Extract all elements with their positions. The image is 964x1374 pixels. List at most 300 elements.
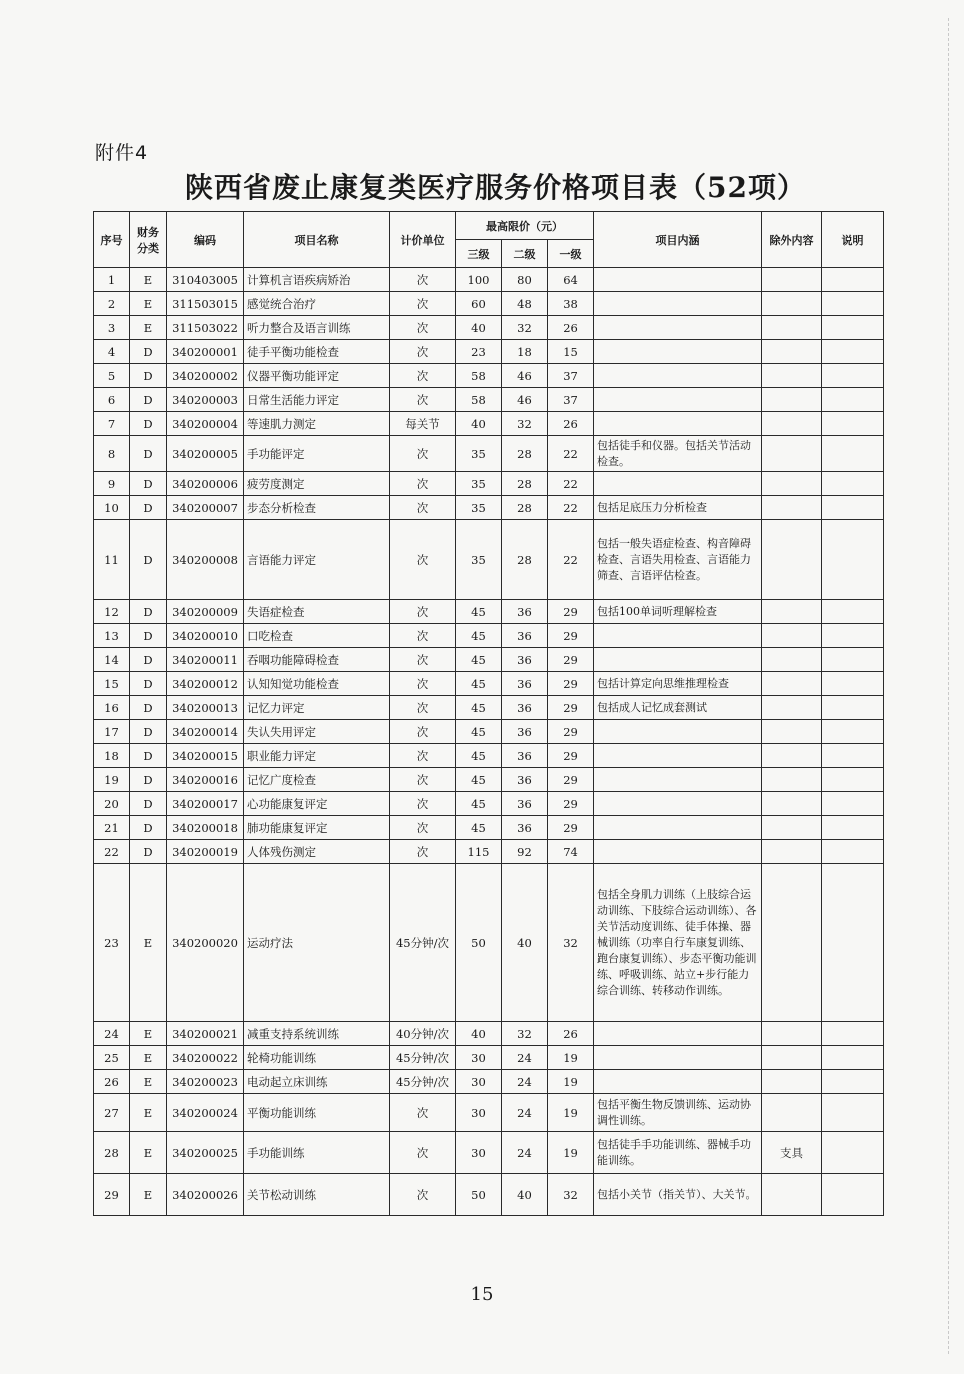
cell-exclusion bbox=[762, 496, 822, 520]
cell-category: D bbox=[130, 624, 167, 648]
cell-note bbox=[822, 816, 884, 840]
cell-unit: 45分钟/次 bbox=[390, 864, 456, 1022]
cell-name: 吞咽功能障碍检查 bbox=[244, 648, 390, 672]
cell-price-grade1: 26 bbox=[548, 1022, 594, 1046]
cell-code: 340200002 bbox=[167, 364, 244, 388]
cell-seq: 7 bbox=[94, 412, 130, 436]
cell-name: 日常生活能力评定 bbox=[244, 388, 390, 412]
cell-price-grade3: 40 bbox=[456, 412, 502, 436]
cell-code: 340200009 bbox=[167, 600, 244, 624]
cell-note bbox=[822, 840, 884, 864]
cell-exclusion bbox=[762, 648, 822, 672]
cell-seq: 8 bbox=[94, 436, 130, 472]
cell-category: D bbox=[130, 472, 167, 496]
cell-exclusion bbox=[762, 816, 822, 840]
cell-content bbox=[594, 720, 762, 744]
cell-note bbox=[822, 792, 884, 816]
cell-name: 减重支持系统训练 bbox=[244, 1022, 390, 1046]
cell-category: D bbox=[130, 720, 167, 744]
cell-unit: 次 bbox=[390, 792, 456, 816]
cell-price-grade3: 115 bbox=[456, 840, 502, 864]
cell-code: 340200016 bbox=[167, 768, 244, 792]
cell-name: 关节松动训练 bbox=[244, 1174, 390, 1216]
cell-exclusion bbox=[762, 364, 822, 388]
cell-content bbox=[594, 816, 762, 840]
cell-content bbox=[594, 316, 762, 340]
cell-unit: 次 bbox=[390, 388, 456, 412]
cell-name: 等速肌力测定 bbox=[244, 412, 390, 436]
cell-seq: 23 bbox=[94, 864, 130, 1022]
cell-code: 340200022 bbox=[167, 1046, 244, 1070]
cell-name: 轮椅功能训练 bbox=[244, 1046, 390, 1070]
cell-price-grade1: 37 bbox=[548, 388, 594, 412]
cell-unit: 次 bbox=[390, 672, 456, 696]
cell-seq: 19 bbox=[94, 768, 130, 792]
table-row bbox=[94, 1022, 884, 1046]
cell-seq: 21 bbox=[94, 816, 130, 840]
cell-category: D bbox=[130, 436, 167, 472]
table-row bbox=[94, 792, 884, 816]
cell-price-grade3: 45 bbox=[456, 624, 502, 648]
table-row bbox=[94, 340, 884, 364]
cell-price-grade3: 23 bbox=[456, 340, 502, 364]
table-row bbox=[94, 388, 884, 412]
cell-exclusion bbox=[762, 1174, 822, 1216]
cell-name: 步态分析检查 bbox=[244, 496, 390, 520]
cell-code: 340200012 bbox=[167, 672, 244, 696]
table-row bbox=[94, 744, 884, 768]
cell-seq: 17 bbox=[94, 720, 130, 744]
cell-seq: 1 bbox=[94, 268, 130, 292]
cell-price-grade2: 24 bbox=[502, 1070, 548, 1094]
cell-seq: 13 bbox=[94, 624, 130, 648]
cell-exclusion bbox=[762, 388, 822, 412]
cell-price-grade1: 19 bbox=[548, 1132, 594, 1174]
cell-price-grade3: 45 bbox=[456, 720, 502, 744]
header-code: 编码 bbox=[167, 212, 244, 268]
cell-seq: 25 bbox=[94, 1046, 130, 1070]
cell-category: D bbox=[130, 520, 167, 600]
cell-code: 340200015 bbox=[167, 744, 244, 768]
cell-price-grade1: 22 bbox=[548, 496, 594, 520]
header-seq: 序号 bbox=[94, 212, 130, 268]
page-title: 陕西省废止康复类医疗服务价格项目表（52项） bbox=[185, 171, 806, 204]
table-row bbox=[94, 600, 884, 624]
table-row bbox=[94, 436, 884, 472]
cell-exclusion bbox=[762, 864, 822, 1022]
cell-note bbox=[822, 496, 884, 520]
cell-category: D bbox=[130, 816, 167, 840]
table-row bbox=[94, 1046, 884, 1070]
cell-name: 计算机言语疾病矫治 bbox=[244, 268, 390, 292]
cell-price-grade1: 29 bbox=[548, 792, 594, 816]
cell-unit: 次 bbox=[390, 744, 456, 768]
cell-code: 340200007 bbox=[167, 496, 244, 520]
cell-price-grade1: 32 bbox=[548, 1174, 594, 1216]
cell-price-grade2: 24 bbox=[502, 1132, 548, 1174]
cell-price-grade2: 36 bbox=[502, 816, 548, 840]
table-row bbox=[94, 720, 884, 744]
cell-category: E bbox=[130, 316, 167, 340]
cell-content bbox=[594, 792, 762, 816]
cell-code: 340200004 bbox=[167, 412, 244, 436]
cell-price-grade2: 36 bbox=[502, 720, 548, 744]
cell-price-grade3: 40 bbox=[456, 1022, 502, 1046]
table-row bbox=[94, 816, 884, 840]
cell-content bbox=[594, 472, 762, 496]
table-row bbox=[94, 864, 884, 1022]
cell-price-grade3: 58 bbox=[456, 388, 502, 412]
cell-exclusion bbox=[762, 292, 822, 316]
table-row bbox=[94, 648, 884, 672]
cell-seq: 28 bbox=[94, 1132, 130, 1174]
cell-note bbox=[822, 744, 884, 768]
cell-code: 340200020 bbox=[167, 864, 244, 1022]
cell-seq: 15 bbox=[94, 672, 130, 696]
header-max-price: 最高限价（元） bbox=[456, 212, 594, 240]
cell-price-grade1: 26 bbox=[548, 316, 594, 340]
cell-price-grade2: 36 bbox=[502, 672, 548, 696]
cell-exclusion bbox=[762, 268, 822, 292]
cell-price-grade1: 29 bbox=[548, 672, 594, 696]
cell-category: E bbox=[130, 1046, 167, 1070]
attachment-label: 附件4 bbox=[95, 142, 149, 164]
cell-code: 340200026 bbox=[167, 1174, 244, 1216]
cell-seq: 16 bbox=[94, 696, 130, 720]
cell-price-grade1: 29 bbox=[548, 720, 594, 744]
cell-name: 感觉统合治疗 bbox=[244, 292, 390, 316]
table-row bbox=[94, 768, 884, 792]
table-row bbox=[94, 364, 884, 388]
cell-exclusion bbox=[762, 340, 822, 364]
cell-unit: 次 bbox=[390, 1174, 456, 1216]
cell-code: 340200025 bbox=[167, 1132, 244, 1174]
cell-note bbox=[822, 720, 884, 744]
cell-content: 包括一般失语症检查、构音障碍检查、言语失用检查、言语能力筛查、言语评估检查。 bbox=[594, 520, 762, 600]
cell-note bbox=[822, 600, 884, 624]
cell-exclusion bbox=[762, 672, 822, 696]
cell-content bbox=[594, 388, 762, 412]
cell-seq: 9 bbox=[94, 472, 130, 496]
cell-exclusion bbox=[762, 768, 822, 792]
cell-content bbox=[594, 340, 762, 364]
cell-category: E bbox=[130, 1022, 167, 1046]
table-row bbox=[94, 624, 884, 648]
cell-note bbox=[822, 1174, 884, 1216]
cell-name: 平衡功能训练 bbox=[244, 1094, 390, 1132]
cell-note bbox=[822, 864, 884, 1022]
cell-price-grade3: 30 bbox=[456, 1094, 502, 1132]
cell-price-grade3: 50 bbox=[456, 864, 502, 1022]
cell-note bbox=[822, 624, 884, 648]
cell-name: 人体残伤测定 bbox=[244, 840, 390, 864]
cell-exclusion bbox=[762, 792, 822, 816]
cell-price-grade2: 18 bbox=[502, 340, 548, 364]
header-grade3: 三级 bbox=[456, 240, 502, 268]
cell-content bbox=[594, 1070, 762, 1094]
cell-price-grade2: 24 bbox=[502, 1094, 548, 1132]
cell-content bbox=[594, 364, 762, 388]
cell-price-grade2: 36 bbox=[502, 744, 548, 768]
cell-exclusion: 支具 bbox=[762, 1132, 822, 1174]
table-body bbox=[94, 268, 884, 1216]
cell-note bbox=[822, 292, 884, 316]
table-row bbox=[94, 1132, 884, 1174]
cell-code: 340200021 bbox=[167, 1022, 244, 1046]
cell-content bbox=[594, 624, 762, 648]
cell-unit: 次 bbox=[390, 436, 456, 472]
cell-price-grade3: 45 bbox=[456, 792, 502, 816]
cell-unit: 次 bbox=[390, 268, 456, 292]
cell-content: 包括100单词听理解检查 bbox=[594, 600, 762, 624]
table-row bbox=[94, 292, 884, 316]
cell-exclusion bbox=[762, 624, 822, 648]
cell-price-grade3: 30 bbox=[456, 1132, 502, 1174]
cell-seq: 26 bbox=[94, 1070, 130, 1094]
cell-note bbox=[822, 472, 884, 496]
table-row bbox=[94, 1070, 884, 1094]
cell-price-grade1: 32 bbox=[548, 864, 594, 1022]
cell-name: 运动疗法 bbox=[244, 864, 390, 1022]
cell-content bbox=[594, 292, 762, 316]
cell-seq: 5 bbox=[94, 364, 130, 388]
cell-price-grade1: 29 bbox=[548, 624, 594, 648]
cell-note bbox=[822, 316, 884, 340]
cell-code: 311503022 bbox=[167, 316, 244, 340]
cell-category: D bbox=[130, 648, 167, 672]
cell-exclusion bbox=[762, 412, 822, 436]
cell-note bbox=[822, 340, 884, 364]
cell-content: 包括平衡生物反馈训练、运动协调性训练。 bbox=[594, 1094, 762, 1132]
cell-code: 311503015 bbox=[167, 292, 244, 316]
cell-price-grade1: 37 bbox=[548, 364, 594, 388]
cell-category: E bbox=[130, 268, 167, 292]
cell-unit: 次 bbox=[390, 816, 456, 840]
header-category: 财务分类 bbox=[130, 212, 167, 268]
cell-code: 340200006 bbox=[167, 472, 244, 496]
cell-seq: 29 bbox=[94, 1174, 130, 1216]
cell-category: D bbox=[130, 388, 167, 412]
cell-price-grade2: 46 bbox=[502, 388, 548, 412]
table-row bbox=[94, 472, 884, 496]
cell-exclusion bbox=[762, 1070, 822, 1094]
cell-category: D bbox=[130, 412, 167, 436]
cell-note bbox=[822, 696, 884, 720]
cell-price-grade2: 32 bbox=[502, 316, 548, 340]
cell-category: D bbox=[130, 496, 167, 520]
cell-name: 手功能训练 bbox=[244, 1132, 390, 1174]
cell-price-grade2: 28 bbox=[502, 472, 548, 496]
cell-content: 包括小关节（指关节）、大关节。 bbox=[594, 1174, 762, 1216]
cell-price-grade3: 100 bbox=[456, 268, 502, 292]
cell-category: E bbox=[130, 864, 167, 1022]
cell-price-grade2: 36 bbox=[502, 768, 548, 792]
cell-category: D bbox=[130, 768, 167, 792]
cell-price-grade2: 24 bbox=[502, 1046, 548, 1070]
table-row bbox=[94, 316, 884, 340]
cell-price-grade3: 45 bbox=[456, 744, 502, 768]
cell-price-grade2: 32 bbox=[502, 1022, 548, 1046]
cell-category: E bbox=[130, 1070, 167, 1094]
cell-code: 340200001 bbox=[167, 340, 244, 364]
cell-exclusion bbox=[762, 436, 822, 472]
cell-unit: 次 bbox=[390, 292, 456, 316]
cell-name: 听力整合及语言训练 bbox=[244, 316, 390, 340]
table-row bbox=[94, 696, 884, 720]
cell-unit: 45分钟/次 bbox=[390, 1046, 456, 1070]
cell-price-grade1: 19 bbox=[548, 1046, 594, 1070]
cell-code: 340200013 bbox=[167, 696, 244, 720]
cell-category: D bbox=[130, 792, 167, 816]
cell-note bbox=[822, 436, 884, 472]
cell-price-grade1: 29 bbox=[548, 816, 594, 840]
cell-unit: 次 bbox=[390, 472, 456, 496]
cell-code: 340200017 bbox=[167, 792, 244, 816]
header-grade2: 二级 bbox=[502, 240, 548, 268]
scan-edge-line bbox=[948, 18, 949, 1354]
cell-price-grade1: 19 bbox=[548, 1070, 594, 1094]
cell-seq: 2 bbox=[94, 292, 130, 316]
cell-name: 失认失用评定 bbox=[244, 720, 390, 744]
cell-price-grade3: 30 bbox=[456, 1070, 502, 1094]
cell-content bbox=[594, 1046, 762, 1070]
cell-exclusion bbox=[762, 520, 822, 600]
cell-exclusion bbox=[762, 1046, 822, 1070]
cell-note bbox=[822, 520, 884, 600]
cell-category: D bbox=[130, 696, 167, 720]
cell-content bbox=[594, 1022, 762, 1046]
cell-name: 肺功能康复评定 bbox=[244, 816, 390, 840]
cell-note bbox=[822, 388, 884, 412]
cell-unit: 次 bbox=[390, 600, 456, 624]
table-row bbox=[94, 1174, 884, 1216]
cell-seq: 20 bbox=[94, 792, 130, 816]
cell-unit: 40分钟/次 bbox=[390, 1022, 456, 1046]
cell-seq: 24 bbox=[94, 1022, 130, 1046]
cell-exclusion bbox=[762, 316, 822, 340]
table-row bbox=[94, 520, 884, 600]
header-grade1: 一级 bbox=[548, 240, 594, 268]
cell-note bbox=[822, 412, 884, 436]
cell-category: D bbox=[130, 840, 167, 864]
cell-code: 340200019 bbox=[167, 840, 244, 864]
cell-name: 认知知觉功能检查 bbox=[244, 672, 390, 696]
table-row bbox=[94, 496, 884, 520]
cell-exclusion bbox=[762, 600, 822, 624]
cell-seq: 12 bbox=[94, 600, 130, 624]
cell-price-grade1: 22 bbox=[548, 472, 594, 496]
cell-price-grade1: 74 bbox=[548, 840, 594, 864]
cell-price-grade1: 22 bbox=[548, 520, 594, 600]
cell-seq: 6 bbox=[94, 388, 130, 412]
table-row bbox=[94, 412, 884, 436]
cell-name: 记忆广度检查 bbox=[244, 768, 390, 792]
cell-price-grade1: 38 bbox=[548, 292, 594, 316]
cell-unit: 次 bbox=[390, 768, 456, 792]
table-row bbox=[94, 1094, 884, 1132]
cell-price-grade2: 28 bbox=[502, 436, 548, 472]
cell-name: 言语能力评定 bbox=[244, 520, 390, 600]
cell-category: D bbox=[130, 600, 167, 624]
cell-price-grade1: 29 bbox=[548, 696, 594, 720]
cell-price-grade2: 32 bbox=[502, 412, 548, 436]
cell-content: 包括计算定向思维推理检查 bbox=[594, 672, 762, 696]
cell-category: D bbox=[130, 744, 167, 768]
cell-note bbox=[822, 1022, 884, 1046]
cell-price-grade2: 36 bbox=[502, 696, 548, 720]
cell-note bbox=[822, 768, 884, 792]
cell-price-grade2: 28 bbox=[502, 496, 548, 520]
cell-content bbox=[594, 648, 762, 672]
cell-content bbox=[594, 840, 762, 864]
cell-content bbox=[594, 412, 762, 436]
cell-unit: 次 bbox=[390, 364, 456, 388]
cell-price-grade1: 29 bbox=[548, 744, 594, 768]
cell-note bbox=[822, 1094, 884, 1132]
cell-price-grade3: 58 bbox=[456, 364, 502, 388]
cell-price-grade1: 29 bbox=[548, 648, 594, 672]
cell-price-grade1: 29 bbox=[548, 600, 594, 624]
cell-price-grade2: 46 bbox=[502, 364, 548, 388]
cell-price-grade3: 60 bbox=[456, 292, 502, 316]
cell-price-grade3: 45 bbox=[456, 648, 502, 672]
cell-content: 包括足底压力分析检查 bbox=[594, 496, 762, 520]
price-table bbox=[93, 211, 884, 1216]
cell-note bbox=[822, 1132, 884, 1174]
cell-code: 340200023 bbox=[167, 1070, 244, 1094]
cell-content bbox=[594, 744, 762, 768]
cell-unit: 45分钟/次 bbox=[390, 1070, 456, 1094]
cell-name: 疲劳度测定 bbox=[244, 472, 390, 496]
cell-seq: 11 bbox=[94, 520, 130, 600]
cell-content: 包括全身肌力训练（上肢综合运动训练、下肢综合运动训练）、各关节活动度训练、徒手体操、器械训练（功率自行车康复训练、跑台康复训练）、步态平衡功能训练、呼吸训练、站立+步行能力综合训练、转移动作训练。 bbox=[594, 864, 762, 1022]
header-exclusion: 除外内容 bbox=[762, 212, 822, 268]
cell-unit: 次 bbox=[390, 520, 456, 600]
cell-content bbox=[594, 268, 762, 292]
table-row bbox=[94, 268, 884, 292]
cell-unit: 次 bbox=[390, 1094, 456, 1132]
cell-code: 340200011 bbox=[167, 648, 244, 672]
cell-exclusion bbox=[762, 1022, 822, 1046]
cell-category: E bbox=[130, 1132, 167, 1174]
cell-exclusion bbox=[762, 472, 822, 496]
cell-price-grade2: 48 bbox=[502, 292, 548, 316]
cell-note bbox=[822, 672, 884, 696]
cell-name: 心功能康复评定 bbox=[244, 792, 390, 816]
cell-seq: 10 bbox=[94, 496, 130, 520]
cell-price-grade2: 28 bbox=[502, 520, 548, 600]
cell-unit: 次 bbox=[390, 1132, 456, 1174]
cell-price-grade3: 35 bbox=[456, 496, 502, 520]
cell-code: 340200005 bbox=[167, 436, 244, 472]
cell-price-grade2: 40 bbox=[502, 1174, 548, 1216]
cell-unit: 次 bbox=[390, 316, 456, 340]
cell-unit: 次 bbox=[390, 496, 456, 520]
header-content: 项目内涵 bbox=[594, 212, 762, 268]
cell-category: E bbox=[130, 1094, 167, 1132]
cell-name: 记忆力评定 bbox=[244, 696, 390, 720]
cell-note bbox=[822, 1046, 884, 1070]
cell-name: 失语症检查 bbox=[244, 600, 390, 624]
header-note: 说明 bbox=[822, 212, 884, 268]
page-number: 15 bbox=[470, 1284, 494, 1305]
cell-price-grade1: 15 bbox=[548, 340, 594, 364]
cell-price-grade3: 45 bbox=[456, 696, 502, 720]
cell-price-grade1: 64 bbox=[548, 268, 594, 292]
cell-note bbox=[822, 268, 884, 292]
header-unit: 计价单位 bbox=[390, 212, 456, 268]
cell-price-grade1: 29 bbox=[548, 768, 594, 792]
